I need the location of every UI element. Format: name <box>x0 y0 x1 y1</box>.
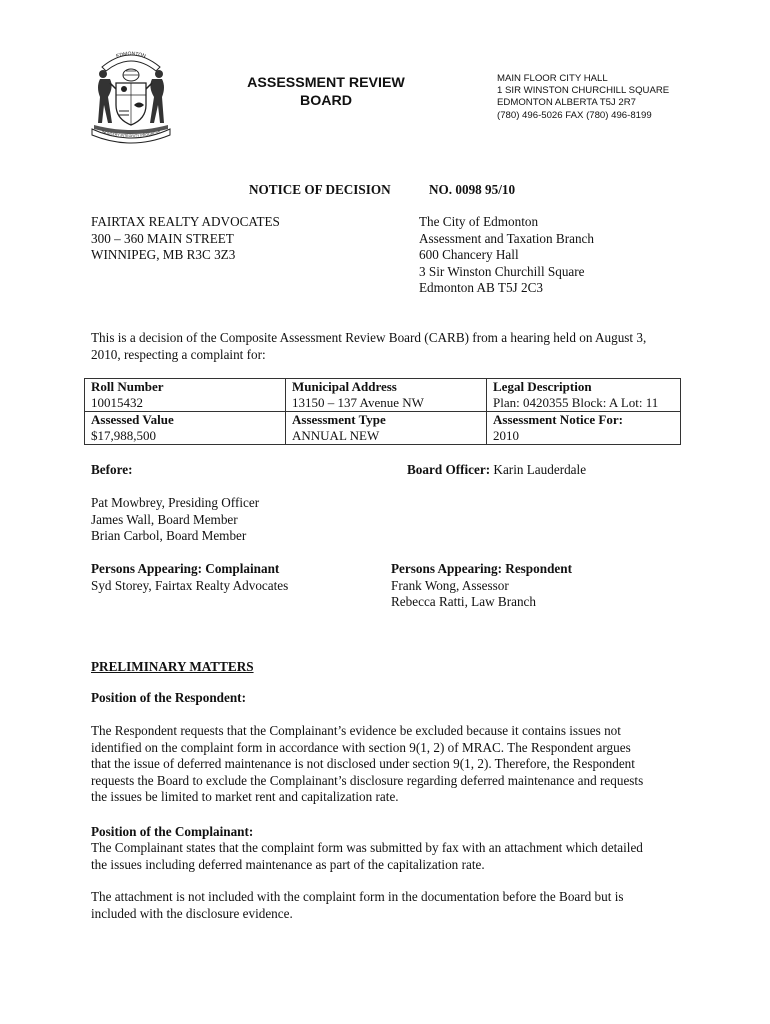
board-title-line: ASSESSMENT REVIEW <box>247 75 405 91</box>
complainant-position-paragraph <box>91 840 691 873</box>
preliminary-matters-heading: PRELIMINARY MATTERS <box>91 659 254 674</box>
respondent-position-paragraph <box>91 723 691 806</box>
cell-label: Assessed Value <box>91 412 174 427</box>
table-row <box>85 412 681 445</box>
cell-value: $17,988,500 <box>91 428 156 443</box>
address-line: Edmonton AB T5J 2C3 <box>419 280 543 295</box>
table-cell <box>286 379 487 412</box>
paragraph-line: requests the Board to exclude the Complainant’s disclosure regarding deferred maintenance and requests <box>91 772 644 788</box>
section-heading: Persons Appearing: Respondent <box>391 561 572 576</box>
cell-value: 13150 – 137 Avenue NW <box>292 395 424 410</box>
respondent-position-heading: Position of the Respondent: <box>91 690 246 705</box>
board-title <box>226 74 426 110</box>
svg-text:EDMONTON: EDMONTON <box>115 50 147 60</box>
address-line: MAIN FLOOR CITY HALL <box>497 73 608 84</box>
complainant-address <box>91 214 280 264</box>
cell-value: Plan: 0420355 Block: A Lot: 11 <box>493 395 659 410</box>
address-line: 3 Sir Winston Churchill Square <box>419 263 585 279</box>
board-members-list <box>91 495 259 545</box>
address-line: EDMONTON ALBERTA T5J 2R7 <box>497 97 636 109</box>
notice-title: NOTICE OF DECISION <box>249 182 391 197</box>
attachment-paragraph <box>91 889 691 922</box>
address-line: FAIRTAX REALTY ADVOCATES <box>91 214 280 229</box>
section-heading: Persons Appearing: Complainant <box>91 561 280 576</box>
paragraph-line: the issues be limited to market rent and capitalization rate. <box>91 789 399 804</box>
table-cell <box>85 379 286 412</box>
table-cell <box>487 412 681 445</box>
cell-value: ANNUAL NEW <box>292 428 380 443</box>
table-cell <box>85 412 286 445</box>
table-cell <box>487 379 681 412</box>
list-item: Frank Wong, Assessor <box>391 577 509 593</box>
paragraph-line: This is a decision of the Composite Assessment Review Board (CARB) from a hearing held on August 3, <box>91 330 647 345</box>
phone-fax-line: (780) 496-5026 FAX (780) 496-8199 <box>497 109 652 121</box>
svg-text:INDUSTRY INTEGRITY PROGRESS: INDUSTRY INTEGRITY PROGRESS <box>101 129 161 139</box>
address-line: 600 Chancery Hall <box>419 247 519 262</box>
board-title-line: BOARD <box>299 93 353 109</box>
before-label: Before: <box>91 462 133 477</box>
cell-value: 2010 <box>493 428 519 443</box>
decision-number: NO. 0098 95/10 <box>429 182 516 197</box>
paragraph-line: The attachment is not included with the complaint form in the documentation before the Board but is <box>91 889 624 904</box>
board-officer-label: Board Officer: <box>407 462 491 477</box>
list-item: Rebecca Ratti, Law Branch <box>391 594 536 609</box>
complainant-position-heading: Position of the Complainant: <box>91 824 254 839</box>
paragraph-line: the issues including deferred maintenance as part of the capitalization rate. <box>91 856 485 872</box>
list-item: Syd Storey, Fairtax Realty Advocates <box>91 577 289 593</box>
list-item: James Wall, Board Member <box>91 511 238 527</box>
persons-appearing-respondent <box>391 561 572 611</box>
cell-label: Legal Description <box>493 379 592 394</box>
paragraph-line: included with the disclosure evidence. <box>91 905 293 921</box>
paragraph-line: The Respondent requests that the Complainant’s evidence be excluded because it contains issues not <box>91 723 621 738</box>
cell-label: Assessment Notice For: <box>493 412 623 427</box>
list-item: Pat Mowbrey, Presiding Officer <box>91 495 260 510</box>
table-row <box>85 379 681 412</box>
address-line: 1 SIR WINSTON CHURCHILL SQUARE <box>497 85 670 97</box>
property-details-table <box>84 378 681 445</box>
cell-value: 10015432 <box>91 395 143 410</box>
address-line: WINNIPEG, MB R3C 3Z3 <box>91 247 236 262</box>
address-line: 300 – 360 MAIN STREET <box>91 230 234 246</box>
list-item: Brian Carbol, Board Member <box>91 528 247 543</box>
address-line: Assessment and Taxation Branch <box>419 230 594 246</box>
persons-appearing-complainant <box>91 561 288 594</box>
cell-label: Roll Number <box>91 379 164 394</box>
address-line: The City of Edmonton <box>419 214 539 229</box>
paragraph-line: identified on the complaint form in accordance with section 9(1, 2) of MRAC. The Respondent argues <box>91 739 631 755</box>
board-contact-address <box>497 73 669 122</box>
cell-label: Municipal Address <box>292 379 397 394</box>
cell-label: Assessment Type <box>292 412 386 427</box>
paragraph-line: The Complainant states that the complaint form was submitted by fax with an attachment which detailed <box>91 840 643 855</box>
intro-paragraph <box>91 330 691 363</box>
board-officer-name: Karin Lauderdale <box>493 462 587 477</box>
table-cell <box>286 412 487 445</box>
paragraph-line: that the issue of deferred maintenance is not disclosed under section 9(1, 2). Therefore, the Respondent <box>91 756 635 771</box>
paragraph-line: 2010, respecting a complaint for: <box>91 346 266 362</box>
edmonton-crest-logo <box>88 43 174 147</box>
board-officer <box>407 462 586 479</box>
respondent-address <box>419 214 594 297</box>
